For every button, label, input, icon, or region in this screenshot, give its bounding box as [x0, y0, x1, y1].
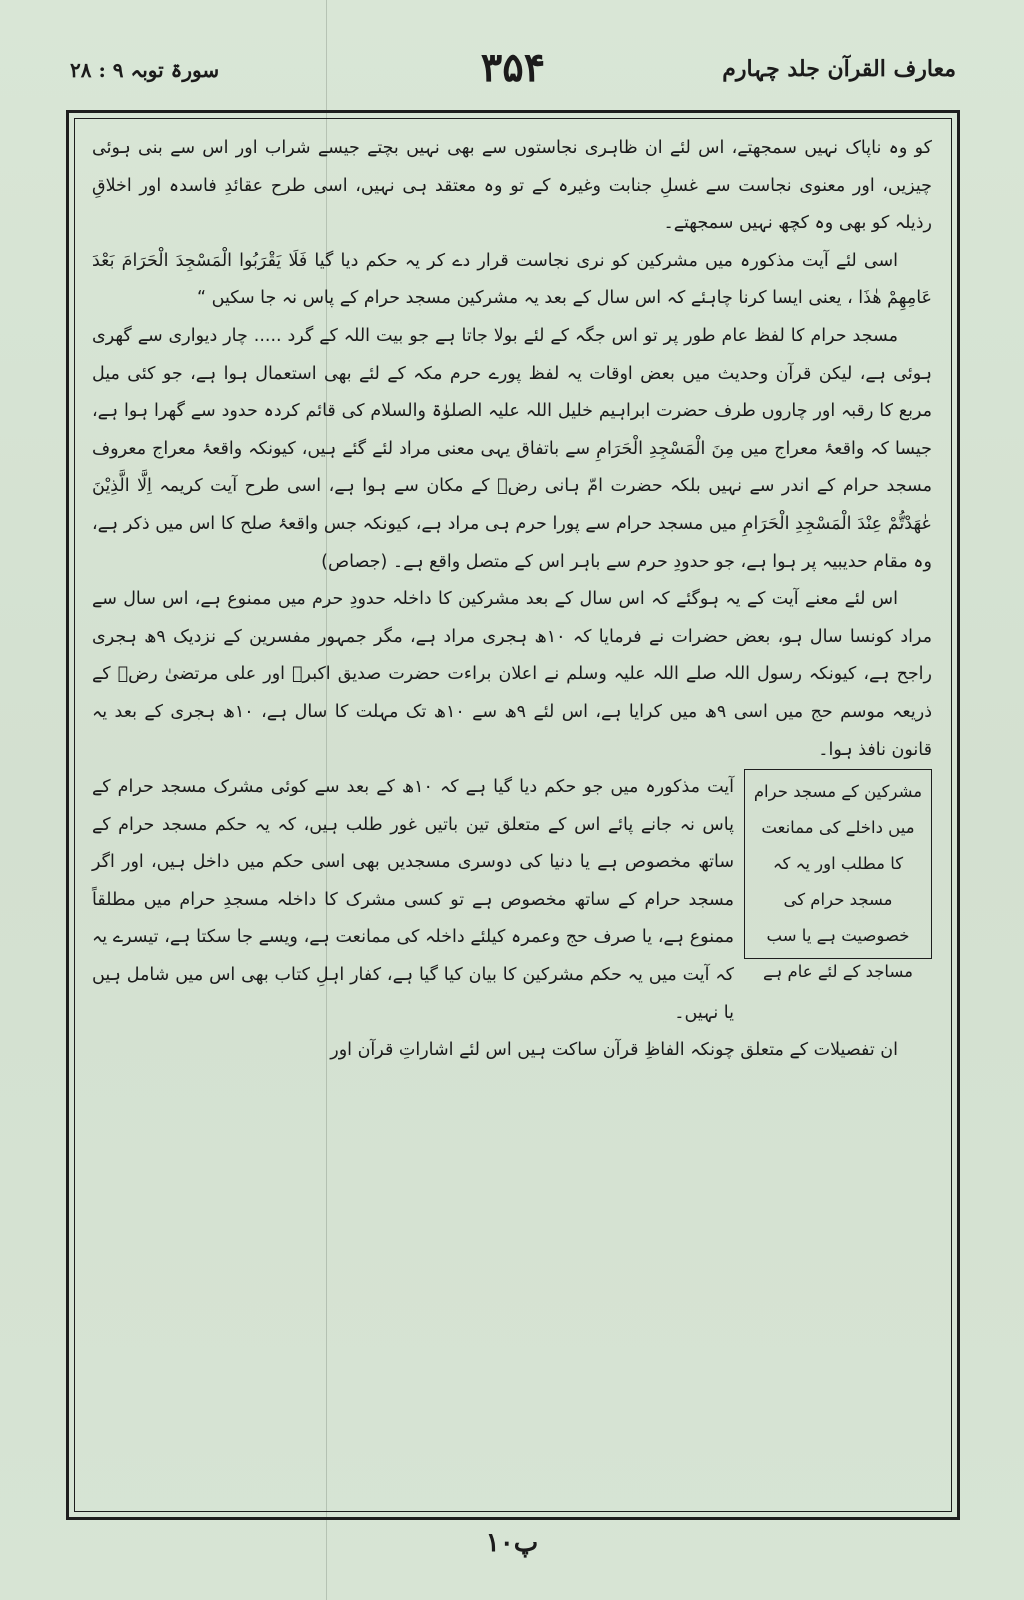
paragraph-2: اسی لئے آیت مذکورہ میں مشرکین کو نری نجاست قرار دے کر یہ حکم دیا گیا فَلَا يَقْرَبُوا الْمَسْجِدَ الْحَرَامَ بَعْدَ عَامِهِمْ هٰذَا ، یعنی ایسا کرنا چاہئے کہ اس سال کے بعد یہ مشرکین مسجد حرام کے پاس نہ جا سکیں “ [92, 250, 932, 309]
paragraph-1: کو وہ ناپاک نہیں سمجھتے، اس لئے ان ظاہری نجاستوں سے بھی نہیں بچتے جیسے شراب اور اس سے بنی ہوئی چیزیں، اور معنوی نجاست سے غسلِ جنابت وغیرہ کے تو وہ معتقد ہی نہیں، اسی طرح عقائدِ فاسدہ اور اخلاقِ رذیلہ کو بھی وہ کچھ نہیں سمجھتے۔ [92, 138, 932, 234]
side-note-box: مشرکین کے مسجد حرام میں داخلے کی ممانعت کا مطلب اور یہ کہ مسجد حرام کی خصوصیت ہے یا سب مساجد کے لئے عام ہے [744, 769, 932, 959]
paragraph-6: ان تفصیلات کے متعلق چونکہ الفاظِ قرآن ساکت ہیں اس لئے اشاراتِ قرآن اور [330, 1040, 898, 1061]
paragraph-5: آیت مذکورہ میں جو حکم دیا گیا ہے کہ ۱۰ھ کے بعد سے کوئی مشرک مسجد حرام کے پاس نہ جانے پائے اس کے متعلق تین باتیں غور طلب ہیں، کہ یہ حکم مسجد حرام کے ساتھ مخصوص ہے یا دنیا کی دوسری مسجدیں بھی اسی حکم میں داخل ہیں، اور اگر مسجد حرام کے ساتھ مخصوص ہے تو کسی مشرک کا داخلہ مسجدِ حرام میں مطلقاً ممنوع ہے، یا صرف حج وعمرہ کیلئے داخلہ کی ممانعت ہے، ویسے جا سکتا ہے، تیسرے یہ کہ آیت میں یہ حکم مشرکین کا بیان کیا گیا ہے، کفار اہلِ کتاب بھی اس میں شامل ہیں یا نہیں۔ [92, 777, 734, 1023]
footer-para-mark: پ۱۰ [485, 1528, 539, 1558]
paragraph-4: اس لئے معنے آیت کے یہ ہوگئے کہ اس سال کے بعد مشرکین کا داخلہ حدودِ حرم میں ممنوع ہے، اس سال سے مراد کونسا سال ہو، بعض حضرات نے فرمایا کہ ۱۰ھ ہجری مراد ہے، مگر جمہور مفسرین کے نزدیک ۹ھ ہجری راجح ہے، کیونکہ رسول اللہ صلے اللہ علیہ وسلم نے اعلان براءت حضرت صدیق اکبرؓ اور علی مرتضیٰ رضؓ کے ذریعہ موسم حج میں اسی ۹ھ میں کرایا ہے، اس لئے ۹ھ سے ۱۰ھ تک مہلت کا سال ہے، ۱۰ھ ہجری کے بعد یہ قانون نافذ ہوا۔ [92, 589, 932, 760]
book-title: معارف القرآن جلد چہارم [722, 56, 956, 82]
page-body [92, 130, 932, 1070]
paragraph-3: مسجد حرام کا لفظ عام طور پر تو اس جگہ کے لئے بولا جاتا ہے جو بیت اللہ کے گرد ..... چار دیواری سے گھری ہوئی ہے، لیکن قرآن وحدیث میں بعض اوقات یہ لفظ پورے حرم مکہ کے لئے بھی استعمال ہوا ہے، جو کئی میل مربع کا رقبہ اور چاروں طرف حضرت ابراہیم خلیل اللہ علیہ الصلوٰۃ والسلام کی قائم کردہ حدود سے گھرا ہوا ہے، جیسا کہ واقعۂ معراج میں مِنَ الْمَسْجِدِ الْحَرَامِ سے باتفاق یہی معنی مراد لئے گئے ہیں، کیونکہ واقعۂ معراج معروف مسجد حرام کے اندر سے نہیں بلکہ حضرت امّ ہانی رضؓ کے مکان سے ہوا ہے، اسی طرح آیت کریمہ اِلَّا الَّذِيْنَ عٰهَدْتُّمْ عِنْدَ الْمَسْجِدِ الْحَرَامِ میں مسجد حرام سے پورا حرم ہی مراد ہے، کیونکہ جس واقعۂ صلح کا اس میں ذکر ہے، وہ مقام حدیبیہ پر ہوا ہے، جو حدودِ حرم سے باہر اس کے متصل واقع ہے۔ (جصاص) [92, 325, 932, 572]
side-note-row [92, 769, 932, 1032]
page-number: ۳۵۴ [480, 44, 546, 91]
page-header [70, 44, 956, 104]
surah-reference: سورۃ توبہ ۹ : ۲۸ [70, 58, 220, 82]
